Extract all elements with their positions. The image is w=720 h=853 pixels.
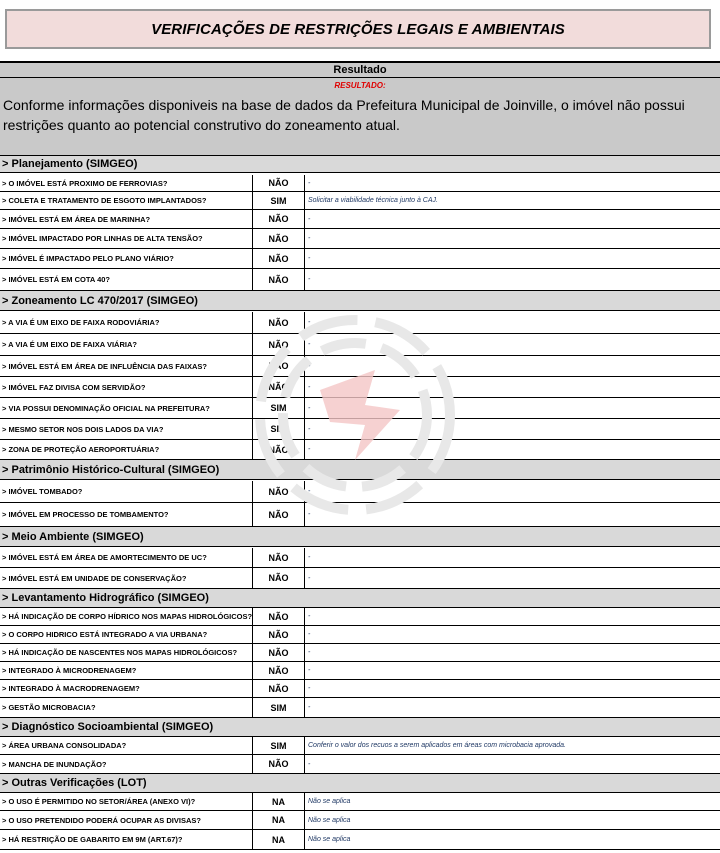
question-cell: > IMÓVEL ESTÁ EM ÁREA DE INFLUÊNCIA DAS FAIXAS? xyxy=(0,356,253,376)
answer-cell: NÃO xyxy=(253,481,305,502)
answer-cell: NÃO xyxy=(253,312,305,333)
table-row xyxy=(0,830,720,850)
question-cell: > HÁ INDICAÇÃO DE NASCENTES NOS MAPAS HIDROLÓGICOS? xyxy=(0,644,253,661)
question-cell: > VIA POSSUI DENOMINAÇÃO OFICIAL NA PREFEITURA? xyxy=(0,398,253,418)
note-cell: Solicitar a viabilidade técnica junto à CAJ. xyxy=(308,197,438,204)
table-row xyxy=(0,548,720,568)
note-cell: - xyxy=(308,235,311,242)
answer-cell: NÃO xyxy=(253,608,305,625)
question-cell: > ZONA DE PROTEÇÃO AEROPORTUÁRIA? xyxy=(0,440,253,459)
question-cell: > O CORPO HIDRICO ESTÁ INTEGRADO A VIA URBANA? xyxy=(0,626,253,643)
table-row xyxy=(0,334,720,356)
table-row xyxy=(0,811,720,830)
question-cell: > IMÓVEL ESTÁ EM UNIDADE DE CONSERVAÇÃO? xyxy=(0,568,253,588)
section-header: > Levantamento Hidrográfico (SIMGEO) xyxy=(0,589,720,608)
question-cell: > ÁREA URBANA CONSOLIDADA? xyxy=(0,737,253,754)
answer-cell: NÃO xyxy=(253,626,305,643)
answer-cell: NÃO xyxy=(253,175,305,191)
table-row xyxy=(0,481,720,503)
note-cell: - xyxy=(308,574,311,582)
table-row xyxy=(0,192,720,210)
question-cell: > O USO É PERMITIDO NO SETOR/ÁREA (ANEXO VI)? xyxy=(0,793,253,810)
table-row xyxy=(0,755,720,774)
note-cell: - xyxy=(308,404,311,412)
question-cell: > IMÓVEL FAZ DIVISA COM SERVIDÃO? xyxy=(0,377,253,397)
note-cell: Não se aplica xyxy=(308,836,351,843)
question-cell: > O IMÓVEL ESTÁ PROXIMO DE FERROVIAS? xyxy=(0,175,253,191)
answer-cell: NÃO xyxy=(253,548,305,567)
answer-cell: NA xyxy=(253,811,305,829)
note-cell: - xyxy=(308,319,311,326)
table-row xyxy=(0,269,720,291)
note-cell: Não se aplica xyxy=(308,798,351,805)
note-cell: - xyxy=(308,425,311,433)
note-cell: - xyxy=(308,631,311,638)
section-header: > Patrimônio Histórico-Cultural (SIMGEO) xyxy=(0,460,720,480)
question-cell: > IMÓVEL TOMBADO? xyxy=(0,481,253,502)
result-panel xyxy=(0,78,720,156)
question-cell: > MANCHA DE INUNDAÇÃO? xyxy=(0,755,253,773)
note-cell: - xyxy=(308,276,311,283)
table-row xyxy=(0,626,720,644)
answer-cell: NA xyxy=(253,793,305,810)
question-cell: > GESTÃO MICROBACIA? xyxy=(0,698,253,717)
answer-cell: NÃO xyxy=(253,680,305,697)
answer-cell: NÃO xyxy=(253,356,305,376)
note-cell: - xyxy=(308,179,311,187)
answer-cell: NÃO xyxy=(253,229,305,248)
table-row xyxy=(0,175,720,192)
page-title: VERIFICAÇÕES DE RESTRIÇÕES LEGAIS E AMBIENTAIS xyxy=(5,9,711,49)
table-row xyxy=(0,377,720,398)
note-cell: - xyxy=(308,649,311,656)
note-cell: - xyxy=(308,704,311,711)
question-cell: > HÁ INDICAÇÃO DE CORPO HÍDRICO NOS MAPAS HIDROLÓGICOS? xyxy=(0,608,253,625)
table-row xyxy=(0,680,720,698)
note-cell: - xyxy=(308,383,311,391)
section-header: > Diagnóstico Socioambiental (SIMGEO) xyxy=(0,718,720,737)
table-row xyxy=(0,793,720,811)
answer-cell: NÃO xyxy=(253,210,305,228)
note-cell: - xyxy=(308,255,311,262)
question-cell: > COLETA E TRATAMENTO DE ESGOTO IMPLANTADOS? xyxy=(0,192,253,209)
section-header: > Planejamento (SIMGEO) xyxy=(0,156,720,173)
answer-cell: SIM xyxy=(253,192,305,209)
note-cell: - xyxy=(308,511,311,518)
table-row xyxy=(0,662,720,680)
question-cell: > IMÓVEL ESTÁ EM COTA 40? xyxy=(0,269,253,290)
table-row xyxy=(0,398,720,419)
question-cell: > INTEGRADO À MACRODRENAGEM? xyxy=(0,680,253,697)
section-header: > Zoneamento LC 470/2017 (SIMGEO) xyxy=(0,291,720,311)
question-cell: > MESMO SETOR NOS DOIS LADOS DA VIA? xyxy=(0,419,253,439)
answer-cell: NÃO xyxy=(253,249,305,268)
answer-cell: NÃO xyxy=(253,334,305,355)
question-cell: > IMÓVEL ESTÁ EM ÁREA DE MARINHA? xyxy=(0,210,253,228)
table-row xyxy=(0,419,720,440)
result-header: Resultado xyxy=(0,61,720,78)
section-header: > Meio Ambiente (SIMGEO) xyxy=(0,527,720,547)
answer-cell: SIM xyxy=(253,419,305,439)
table-row xyxy=(0,312,720,334)
answer-cell: NÃO xyxy=(253,755,305,773)
answer-cell: SIM xyxy=(253,698,305,717)
answer-cell: NÃO xyxy=(253,377,305,397)
question-cell: > A VIA É UM EIXO DE FAIXA VIÁRIA? xyxy=(0,334,253,355)
table-row xyxy=(0,568,720,589)
note-cell: Conferir o valor dos recuos a serem aplicados em áreas com microbacia aprovada. xyxy=(308,742,566,749)
section-header: > Outras Verificações (LOT) xyxy=(0,774,720,793)
answer-cell: NÃO xyxy=(253,503,305,526)
question-cell: > INTEGRADO À MICRODRENAGEM? xyxy=(0,662,253,679)
answer-cell: SIM xyxy=(253,737,305,754)
note-cell: - xyxy=(308,488,311,495)
note-cell: - xyxy=(308,362,311,370)
note-cell: - xyxy=(308,215,311,223)
note-cell: - xyxy=(308,613,311,620)
note-cell: - xyxy=(308,554,311,561)
result-text: Conforme informações disponiveis na base de dados da Prefeitura Municipal de Joinville, o imóvel não possui restrições quanto ao potencial construtivo do zoneamento atual. xyxy=(3,97,685,133)
note-cell: - xyxy=(308,760,311,768)
answer-cell: NÃO xyxy=(253,662,305,679)
answer-cell: NA xyxy=(253,830,305,849)
answer-cell: NÃO xyxy=(253,269,305,290)
result-label: RESULTADO: xyxy=(334,81,386,90)
table-row xyxy=(0,210,720,229)
table-row xyxy=(0,440,720,460)
table-row xyxy=(0,644,720,662)
question-cell: > A VIA É UM EIXO DE FAIXA RODOVIÁRIA? xyxy=(0,312,253,333)
note-cell: - xyxy=(308,667,311,674)
answer-cell: NÃO xyxy=(253,440,305,459)
table-row xyxy=(0,698,720,718)
table-row xyxy=(0,608,720,626)
note-cell: - xyxy=(308,446,311,453)
question-cell: > IMÓVEL IMPACTADO POR LINHAS DE ALTA TENSÃO? xyxy=(0,229,253,248)
question-cell: > IMÓVEL ESTÁ EM ÁREA DE AMORTECIMENTO DE UC? xyxy=(0,548,253,567)
note-cell: Não se aplica xyxy=(308,816,351,824)
note-cell: - xyxy=(308,341,311,348)
question-cell: > IMÓVEL EM PROCESSO DE TOMBAMENTO? xyxy=(0,503,253,526)
table-row xyxy=(0,737,720,755)
question-cell: > HÁ RESTRIÇÃO DE GABARITO EM 9M (ART.67)? xyxy=(0,830,253,849)
table-row xyxy=(0,229,720,249)
table-row xyxy=(0,356,720,377)
answer-cell: SIM xyxy=(253,398,305,418)
answer-cell: NÃO xyxy=(253,568,305,588)
answer-cell: NÃO xyxy=(253,644,305,661)
table-row xyxy=(0,503,720,527)
question-cell: > IMÓVEL É IMPACTADO PELO PLANO VIÁRIO? xyxy=(0,249,253,268)
note-cell: - xyxy=(308,685,311,692)
table-row xyxy=(0,249,720,269)
question-cell: > O USO PRETENDIDO PODERÁ OCUPAR AS DIVISAS? xyxy=(0,811,253,829)
